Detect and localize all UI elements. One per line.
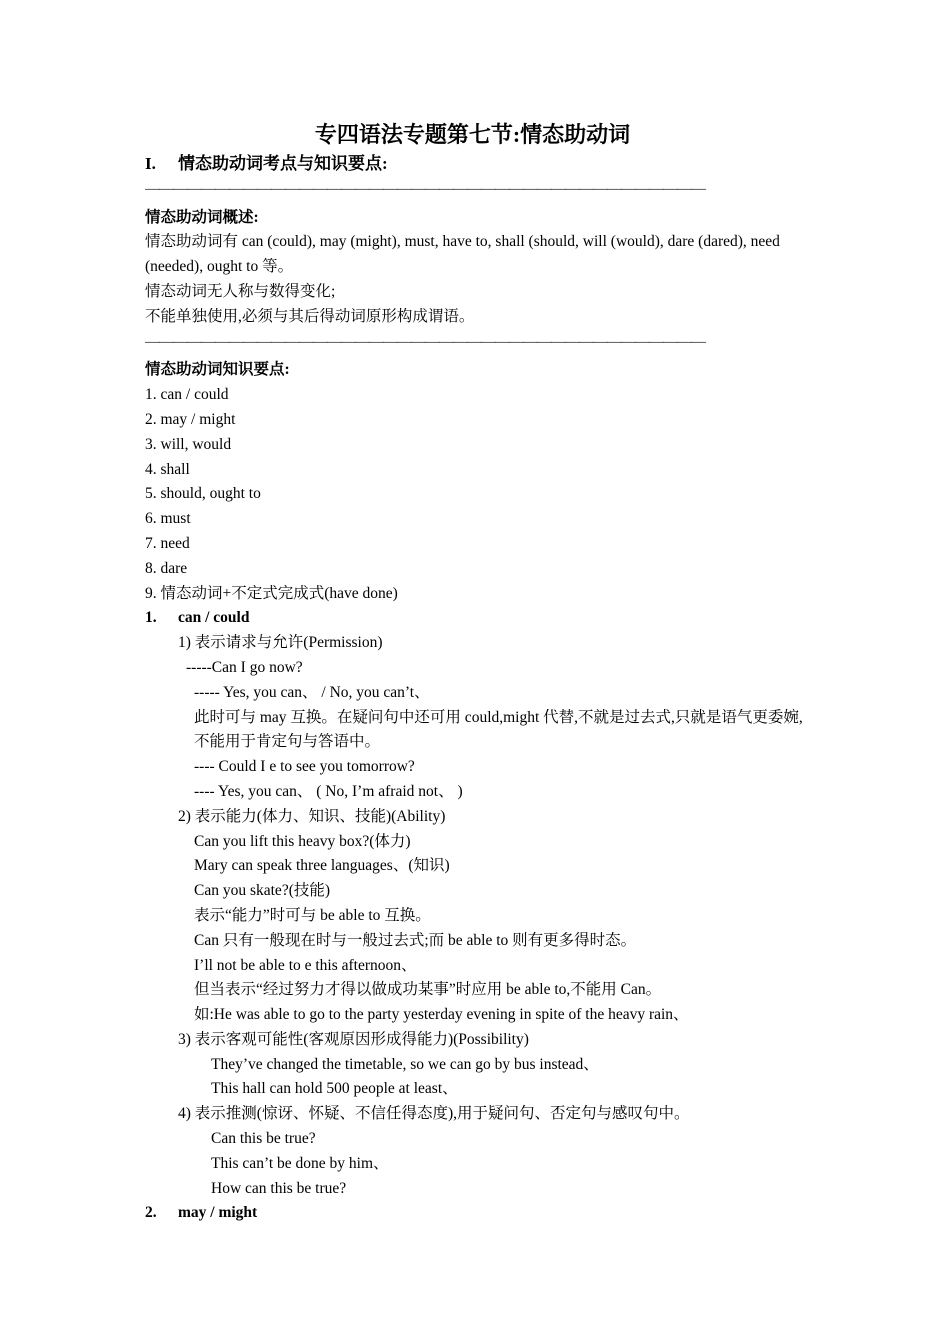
document-page	[145, 118, 810, 1226]
example-line: How can this be true?	[211, 1179, 347, 1197]
list-item: 7. need	[145, 534, 190, 552]
section-heading-text: may / might	[178, 1204, 258, 1222]
overview-note-1: 情态动词无人称与数得变化;	[145, 282, 336, 300]
explanation-text: 此时可与 may 互换。在疑问句中还可用 could,might 代替,不就是过去式,只就是语气更委婉,不能用于肯定句与答语中。	[194, 708, 803, 751]
example-line: 如:He was able to go to the party yesterday evening in spite of the heavy rain、	[194, 1006, 689, 1024]
list-item: 6. must	[145, 510, 191, 528]
section-heading-1	[145, 152, 810, 177]
example-line: I’ll not be able to e this afternoon、	[194, 956, 417, 974]
page-title: 专四语法专题第七节:情态助动词	[314, 122, 631, 147]
list-item: 2. may / might	[145, 410, 236, 428]
example-line: Can you lift this heavy box?(体力)	[194, 832, 411, 850]
separator-line: ————————————————————————————————————————	[145, 333, 705, 350]
subsection-title: 4) 表示推测(惊讶、怀疑、不信任得态度),用于疑问句、否定句与感叹句中。	[178, 1105, 690, 1123]
explanation-text: 表示“能力”时可与 be able to 互换。	[194, 906, 431, 924]
example-line: Mary can speak three languages、(知识)	[194, 857, 450, 875]
example-line: This hall can hold 500 people at least、	[211, 1080, 458, 1098]
example-line: They’ve changed the timetable, so we can go by bus instead、	[211, 1055, 599, 1073]
example-line: -----Can I go now?	[186, 658, 303, 676]
section-heading-text: 情态助动词考点与知识要点:	[178, 154, 388, 173]
list-item: 3. will, would	[145, 435, 232, 453]
example-line: ---- Yes, you can、 ( No, I’m afraid not、 )	[194, 782, 463, 800]
subsection-title: 2) 表示能力(体力、知识、技能)(Ability)	[178, 807, 446, 825]
example-line: This can’t be done by him、	[211, 1154, 389, 1172]
example-line: ----- Yes, you can、 / No, you can’t、	[194, 683, 430, 701]
list-item: 8. dare	[145, 559, 188, 577]
explanation-text: 但当表示“经过努力才得以做成功某事”时应用 be able to,不能用 Can。	[194, 981, 662, 999]
overview-heading: 情态助动词概述:	[145, 208, 259, 226]
overview-paragraph: 情态助动词有 can (could), may (might), must, have to, shall (should, will (would), dare (dared), need (needed), ought to 等。	[145, 233, 780, 276]
section-heading-text: can / could	[178, 609, 250, 627]
separator-line: ————————————————————————————————————————	[145, 180, 705, 197]
example-line: ---- Could I e to see you tomorrow?	[194, 758, 415, 776]
explanation-text: Can 只有一般现在时与一般过去式;而 be able to 则有更多得时态。	[194, 931, 637, 949]
example-line: Can you skate?(技能)	[194, 882, 331, 900]
subsection-title: 3) 表示客观可能性(客观原因形成得能力)(Possibility)	[178, 1030, 529, 1048]
can-section-heading	[145, 606, 810, 631]
section-number: 1.	[145, 609, 157, 627]
section-number: I.	[145, 154, 156, 173]
example-line: Can this be true?	[211, 1130, 316, 1148]
list-item: 9. 情态动词+不定式完成式(have done)	[145, 584, 398, 602]
points-heading: 情态助动词知识要点:	[145, 361, 290, 379]
may-section-heading	[145, 1201, 810, 1226]
overview-note-2: 不能单独使用,必须与其后得动词原形构成谓语。	[145, 307, 475, 325]
list-item: 1. can / could	[145, 386, 229, 404]
subsection-title: 1) 表示请求与允许(Permission)	[178, 634, 383, 652]
list-item: 5. should, ought to	[145, 485, 261, 503]
list-item: 4. shall	[145, 460, 190, 478]
section-number: 2.	[145, 1204, 157, 1222]
